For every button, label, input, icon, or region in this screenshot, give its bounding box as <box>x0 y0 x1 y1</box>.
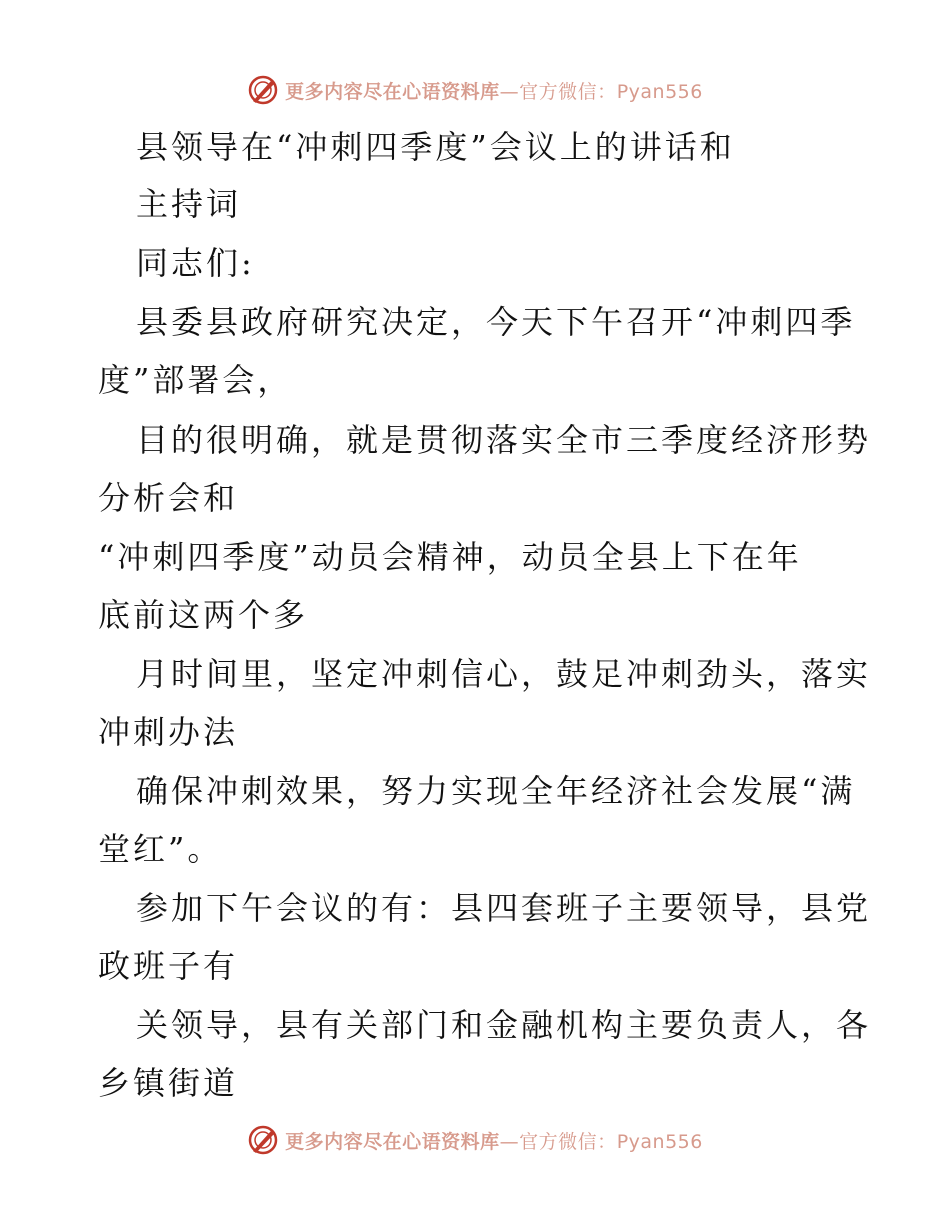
watermark-text: 更多内容尽在心语资料库—官方微信：Pyan556 <box>285 80 703 103</box>
paragraph-line: 乡镇街道 <box>98 1064 239 1102</box>
paragraph-line: 冲刺办法 <box>98 713 239 751</box>
paragraph-line: 参加下午会议的有：县四套班子主要领导，县党 <box>136 889 872 927</box>
pen-logo-icon <box>247 1124 279 1156</box>
paragraph-line: 分析会和 <box>98 479 239 517</box>
paragraph-line: 关领导，县有关部门和金融机构主要负责人，各 <box>136 1006 872 1044</box>
paragraph-line: 同志们: <box>136 244 255 282</box>
watermark-header <box>0 70 950 110</box>
document-title-line-1: 县领导在“冲刺四季度”会议上的讲话和 <box>136 128 735 166</box>
pen-logo-icon <box>247 74 279 106</box>
paragraph-line: 度”部署会， <box>98 361 293 399</box>
paragraph-line: 底前这两个多 <box>98 596 309 634</box>
paragraph-line: 月时间里，坚定冲刺信心，鼓足冲刺劲头，落实 <box>136 655 872 693</box>
paragraph-line: 堂红”。 <box>98 830 223 868</box>
document-title-line-2: 主持词 <box>136 185 242 223</box>
paragraph-line: 目的很明确，就是贯彻落实全市三季度经济形势 <box>136 421 872 459</box>
paragraph-line: 确保冲刺效果，努力实现全年经济社会发展“满 <box>136 772 856 810</box>
paragraph-line: “冲刺四季度”动员会精神，动员全县上下在年 <box>98 538 802 576</box>
watermark-footer <box>0 1120 950 1160</box>
paragraph-line: 政班子有 <box>98 947 239 985</box>
watermark-text: 更多内容尽在心语资料库—官方微信：Pyan556 <box>285 1130 703 1153</box>
paragraph-line: 县委县政府研究决定，今天下午召开“冲刺四季 <box>136 303 856 341</box>
